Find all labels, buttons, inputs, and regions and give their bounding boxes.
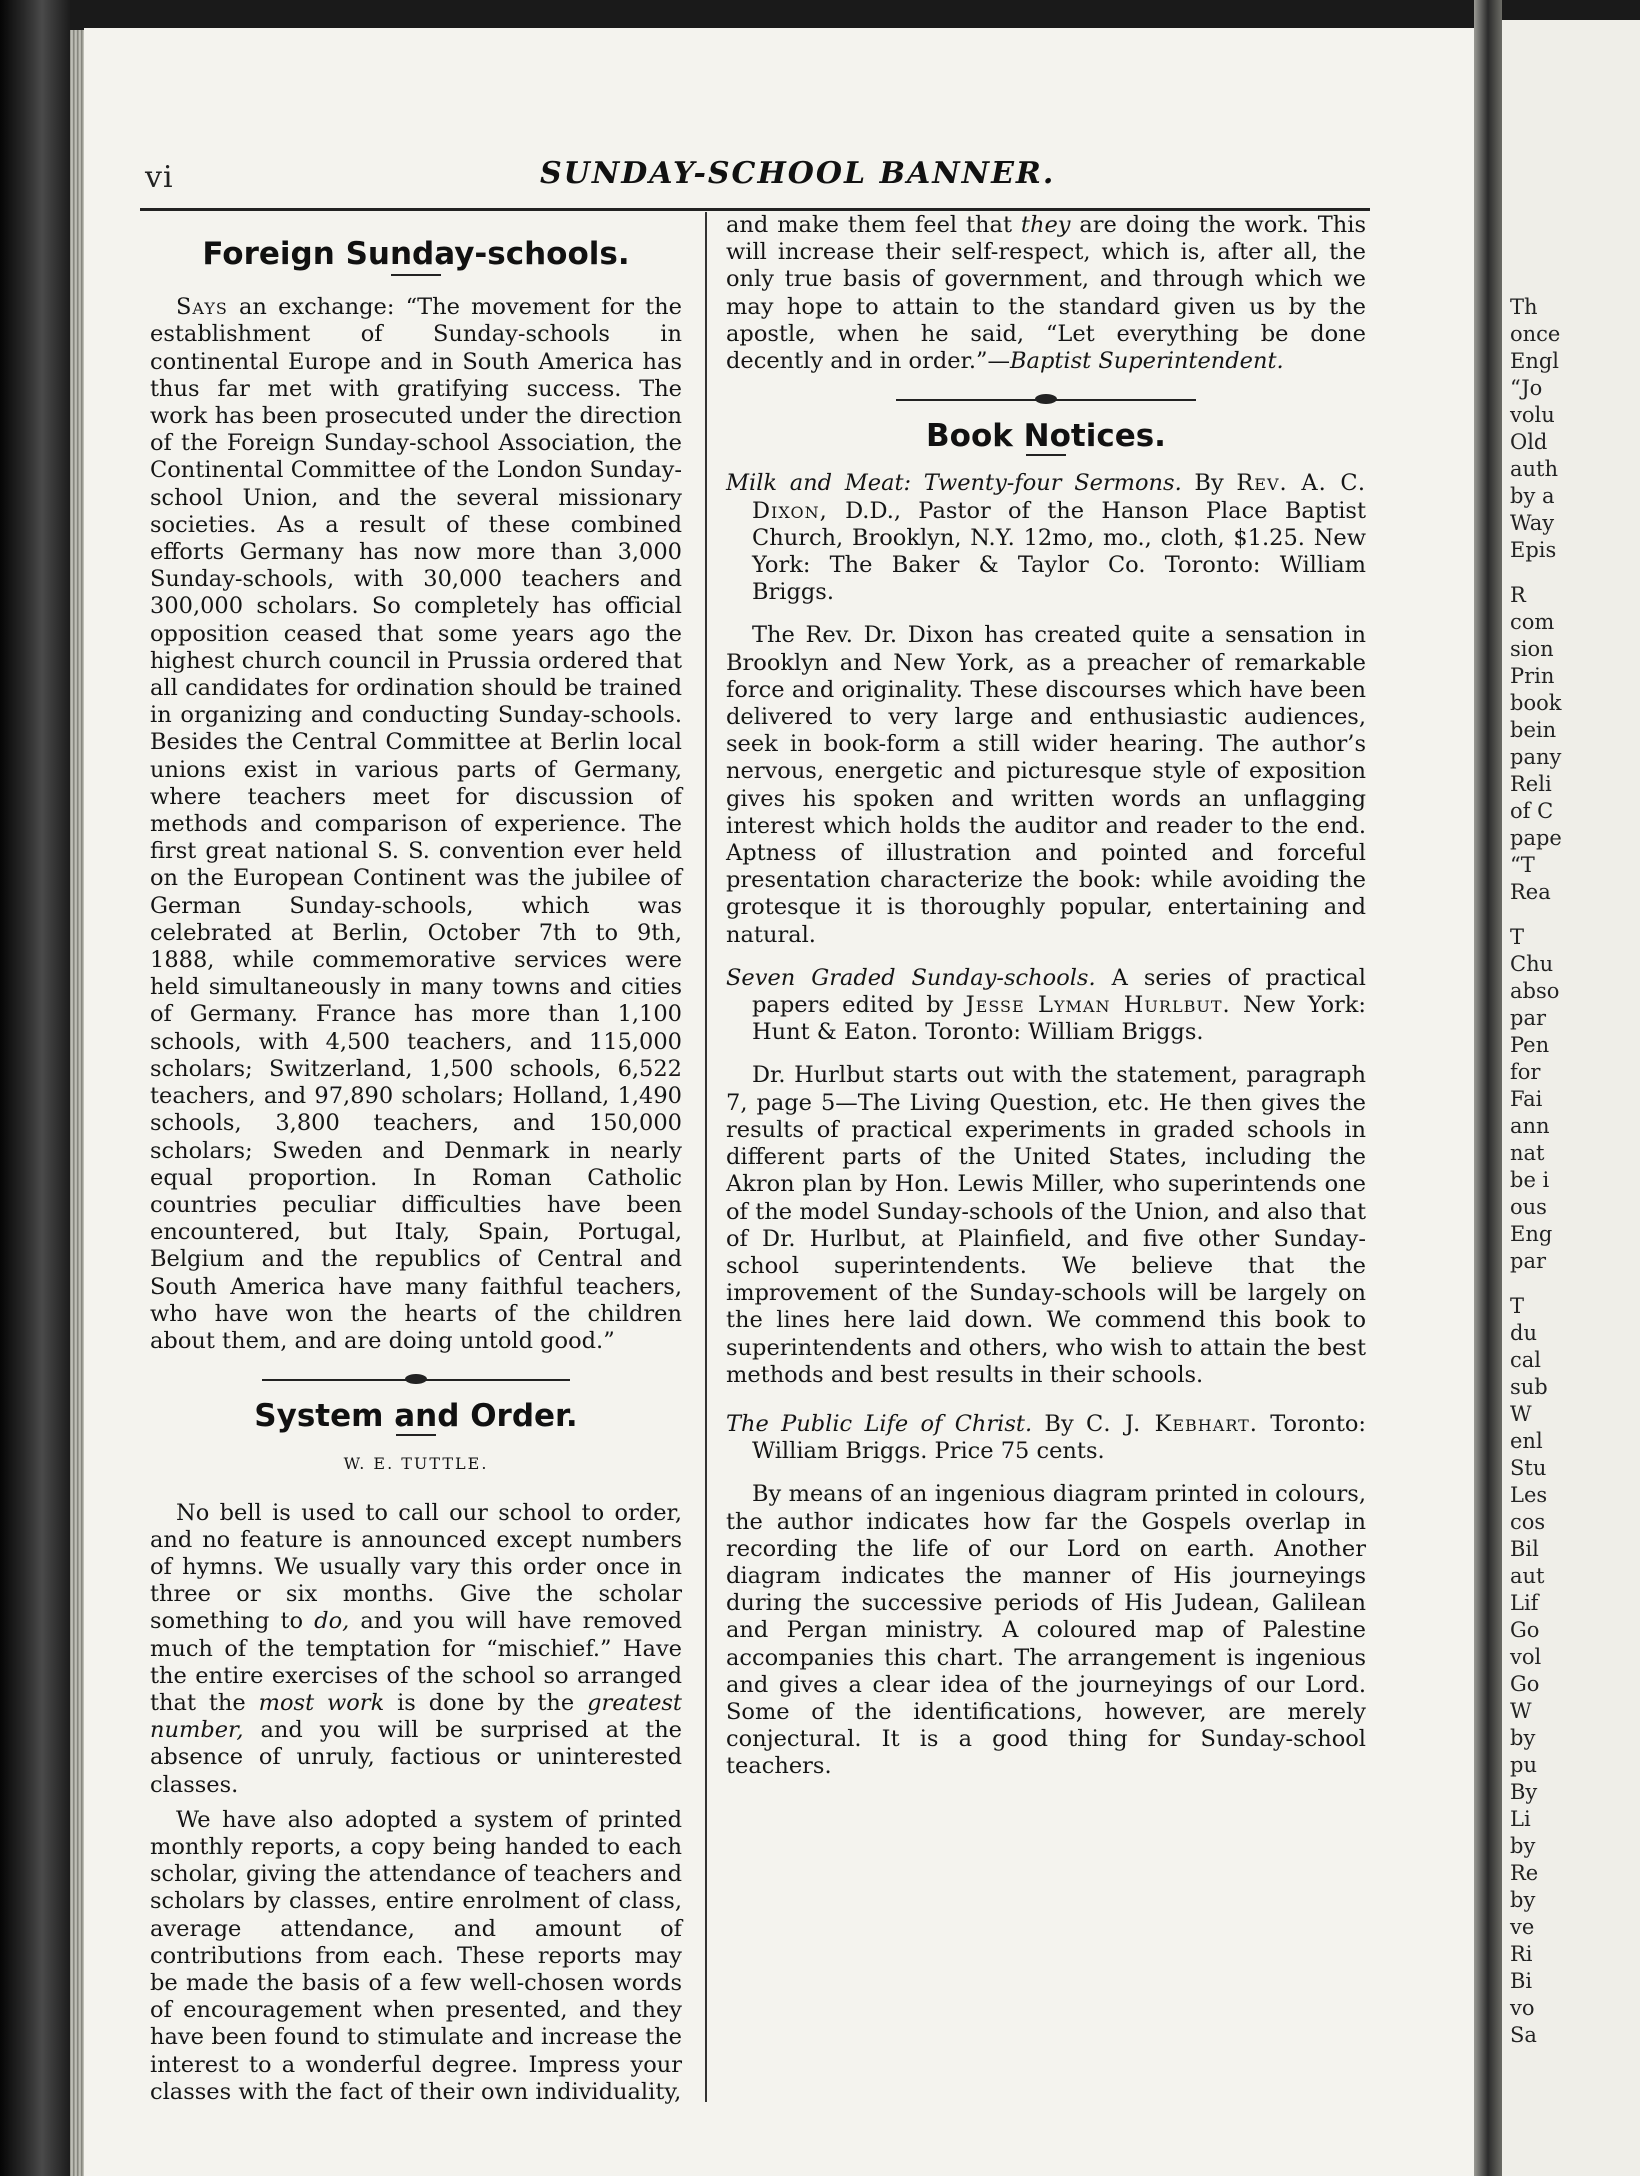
facing-page-fragment: bein (1510, 718, 1557, 742)
facing-page-fragment: by (1510, 1888, 1536, 1912)
book-binding (0, 0, 70, 2176)
facing-page-fragment: Li (1510, 1807, 1531, 1831)
title-rule (396, 1434, 436, 1436)
byline: W. E. TUTTLE. (343, 1454, 489, 1474)
facing-page-fragment: Th (1510, 295, 1538, 319)
facing-page-fragment: Go (1510, 1672, 1540, 1696)
left-column (150, 235, 682, 2106)
facing-page-fragment: of C (1510, 799, 1554, 823)
facing-page-fragment: sion (1510, 637, 1554, 661)
facing-page-fragment: By (1510, 1780, 1538, 1804)
facing-page-fragment: Eng (1510, 1222, 1553, 1246)
facing-page-fragment: cal (1510, 1348, 1541, 1372)
facing-page-fragment: W (1510, 1402, 1532, 1426)
facing-page-fragment: “Jo (1510, 376, 1543, 400)
facing-page-fragment: Sa (1510, 2023, 1537, 2047)
facing-page-fragment: for (1510, 1060, 1541, 1084)
facing-page-fragment: Fai (1510, 1087, 1543, 1111)
book-title: Milk and Meat: Twenty-four Sermons. (726, 470, 1182, 497)
page-number: vi (145, 160, 174, 195)
facing-page-fragment: Stu (1510, 1456, 1547, 1480)
book-title: The Public Life of Christ. (726, 1410, 1033, 1437)
facing-page-fragment: Old (1510, 430, 1548, 454)
facing-page-fragment: Chu (1510, 952, 1554, 976)
title-rule (391, 274, 441, 276)
book-entry-3: The Public Life of Christ. By C. J. Kebhart. Toronto: William Briggs. Price 75 cents. (726, 1410, 1366, 1465)
facing-page-fragment: volu (1510, 403, 1555, 427)
facing-page-fragment: ve (1510, 1915, 1535, 1939)
book-review-2: Dr. Hurlbut starts out with the statement, paragraph 7, page 5—The Living Question, etc. He then gives the results of practical experiments in graded schools in different parts of the United States, including the Akron plan by Hon. Lewis Miller, who superintends one of the model Sunday-schools of the Union, and also that of Dr. Hurlbut, at Plainfield, and five other Sunday-school superintendents. We believe that the improvement of the Sunday-schools will be largely on the lines here laid down. We commend this book to superintendents and others, who wish to attain the best methods and best results in their schools. (726, 1062, 1366, 1388)
facing-page-fragment: Prin (1510, 664, 1555, 688)
facing-page-fragment: by a (1510, 484, 1555, 508)
facing-page-fragment: pape (1510, 826, 1562, 850)
facing-page (1502, 20, 1640, 2176)
facing-page-fragment: pany (1510, 745, 1562, 769)
facing-page-fragment: Pen (1510, 1033, 1550, 1057)
facing-page-fragment: com (1510, 610, 1555, 634)
facing-page-fragment: enl (1510, 1429, 1543, 1453)
facing-page-fragment: W (1510, 1699, 1532, 1723)
facing-page-fragment: once (1510, 322, 1561, 346)
facing-page-fragment: abso (1510, 979, 1560, 1003)
facing-page-fragment: “T (1510, 853, 1535, 877)
system-paragraph-1: No bell is used to call our school to order, and no feature is announced except numbers of hymns. We usually vary this order once in three or six months. Give the scholar something to do, and you will have removed much of the temptation for “mischief.” Have the entire exercises of the school so arranged that the most work is done by the greatest number, and you will be surprised at the absence of unruly, factious or uninterested classes. (150, 1499, 683, 1798)
source-credit: Baptist Superintendent. (1010, 348, 1284, 375)
book-review-3: By means of an ingenious diagram printed in colours, the author indicates how far the Gospels overlap in recording the life of our Lord on earth. Another diagram indicates the manner of His journeyings during the successive periods of His Judean, Galilean and Pergan ministry. A coloured map of Palestine accompanies this chart. The arrangement is ingenious and gives a clear idea of the journeyings of our Lord. Some of the identifications, however, are merely conjectural. It is a good thing for Sunday-school teachers. (726, 1481, 1366, 1780)
facing-page-fragment: be i (1510, 1168, 1550, 1192)
facing-page-fragment: cos (1510, 1510, 1546, 1534)
facing-page-fragment: nat (1510, 1141, 1545, 1165)
book-review-1: The Rev. Dr. Dixon has created quite a sensation in Brooklyn and New York, as a preacher of remarkable force and originality. These discourses which have been delivered to very large and enthusiastic audiences, seek in book-form a still wider hearing. The author’s nervous, energetic and picturesque style of exposition gives his spoken and written words an unflagging interest which holds the auditor and reader to the end. Aptness of illustration and pointed and forceful presentation characterize the book: while avoiding the grotesque it is thoroughly popular, entertaining and natural. (726, 622, 1366, 948)
system-paragraph-2: We have also adopted a system of printed monthly reports, a copy being handed to each scholar, giving the attendance of teachers and scholars by classes, entire enrolment of class, average attendance, and amount of contributions from each. These reports may be made the basis of a few well-chosen words of encouragement when presented, and they have been found to stimulate and increase the interest to a wonderful degree. Impress your classes with the fact of their own individuality, (150, 1806, 682, 2105)
facing-page-fragment: book (1510, 691, 1562, 715)
facing-page-fragment: Re (1510, 1861, 1539, 1885)
foreign-text: an exchange: “The movement for the establishment of Sunday-schools in continental Europe and in South America has thus far met with gratifying success. The work has been prosecuted under the direction of the Foreign Sunday-school Association, the Continental Committee of the London Sunday-school Union, and the several missionary societies. As a result of these combined efforts Germany has now more than 3,000 Sunday-schools, with 30,000 teachers and 300,000 scholars. So completely has official opposition ceased that some years ago the highest church council in Prussia ordered that all candidates for ordination should be trained in organizing and conducting Sunday-schools. Besides the Central Committee at Berlin local unions exist in various parts of Germany, where teachers meet for discussion of methods and comparison of experience. The first great national S. S. convention ever held on the European Continent was the jubilee of German Sunday-schools, which was celebrated at Berlin, October 7th to 9th, 1888, while commemorative services were held simultaneously in many towns and cities of Germany. France has more than 1,100 schools, with 4,500 teachers, and 115,000 scholars; Switzerland, 1,500 schools, 6,522 teachers, and 97,890 scholars; Holland, 1,490 schools, 3,800 teachers, and 150,000 scholars; Sweden and Denmark in nearly equal proportion. In Roman Catholic countries peculiar difficulties have been encountered, but Italy, Spain, Portugal, Belgium and the republics of Central and South America have many faithful teachers, who have won the hearts of the children about them, and are doing untold good.” (150, 294, 682, 1354)
facing-page-fragment: auth (1510, 457, 1559, 481)
facing-page-fragment: par (1510, 1006, 1547, 1030)
system-continuation: and make them feel that they are doing the work. This will increase their self-respect, which is, after all, the only true basis of government, and through which we may hope to attain to the standard given us by the apostle, when he said, “Let everything be done decently and in order.”—Baptist Superintendent. (726, 212, 1366, 375)
book-entry-2: Seven Graded Sunday-schools. A series of practical papers edited by Jesse Lyman Hurlbut. New York: Hunt & Eaton. Toronto: William Briggs. (726, 964, 1366, 1046)
header-rule (140, 208, 1370, 211)
facing-page-fragment: pu (1510, 1753, 1537, 1777)
facing-page-fragment: Les (1510, 1483, 1548, 1507)
facing-page-fragment: T (1510, 925, 1525, 949)
lead-word: Says (176, 294, 228, 321)
book-title: Seven Graded Sunday-schools. (726, 964, 1096, 991)
facing-page-fragment: Engl (1510, 349, 1560, 373)
facing-page-fragment: Go (1510, 1618, 1540, 1642)
book-entry-1: Milk and Meat: Twenty-four Sermons. By Rev. A. C. Dixon, D.D., Pastor of the Hanson Place Baptist Church, Brooklyn, N.Y. 12mo, mo., cloth, $1.25. New York: The Baker & Taylor Co. Toronto: William Briggs. (726, 470, 1366, 606)
section-divider (726, 387, 1366, 413)
facing-page-fragment: ous (1510, 1195, 1547, 1219)
article-title-books: Book Notices. (926, 418, 1166, 455)
facing-page-fragment: Reli (1510, 772, 1552, 796)
facing-page-fragment: Ri (1510, 1942, 1533, 1966)
running-head: SUNDAY-SCHOOL BANNER. (540, 156, 1056, 191)
foreign-paragraph (150, 294, 682, 1355)
facing-page-fragment: by (1510, 1726, 1536, 1750)
facing-page-fragment: sub (1510, 1375, 1548, 1399)
facing-page-fragment: R (1510, 583, 1526, 607)
right-column (726, 212, 1366, 1781)
facing-page-fragment: vo (1510, 1996, 1535, 2020)
title-rule (1026, 454, 1066, 456)
facing-page-fragment: by (1510, 1834, 1536, 1858)
facing-page-fragment: Bil (1510, 1537, 1539, 1561)
article-title-system: System and Order. (254, 1398, 578, 1435)
page-edges (70, 30, 84, 2176)
facing-page-fragment: Way (1510, 511, 1555, 535)
facing-page-fragment: Rea (1510, 880, 1551, 904)
facing-page-fragment: aut (1510, 1564, 1545, 1588)
facing-page-fragment: Bi (1510, 1969, 1533, 1993)
column-rule (705, 212, 707, 2102)
facing-page-fragment: vol (1510, 1645, 1542, 1669)
section-divider (150, 1367, 682, 1393)
article-title-foreign: Foreign Sunday-schools. (202, 236, 630, 272)
book-gutter (1474, 0, 1502, 2176)
facing-page-fragment: Lif (1510, 1591, 1539, 1615)
facing-page-fragment: du (1510, 1321, 1537, 1345)
facing-page-fragment: Epis (1510, 538, 1557, 562)
facing-page-fragment: ann (1510, 1114, 1550, 1138)
facing-page-fragment: T (1510, 1294, 1525, 1318)
facing-page-fragment: par (1510, 1249, 1547, 1273)
